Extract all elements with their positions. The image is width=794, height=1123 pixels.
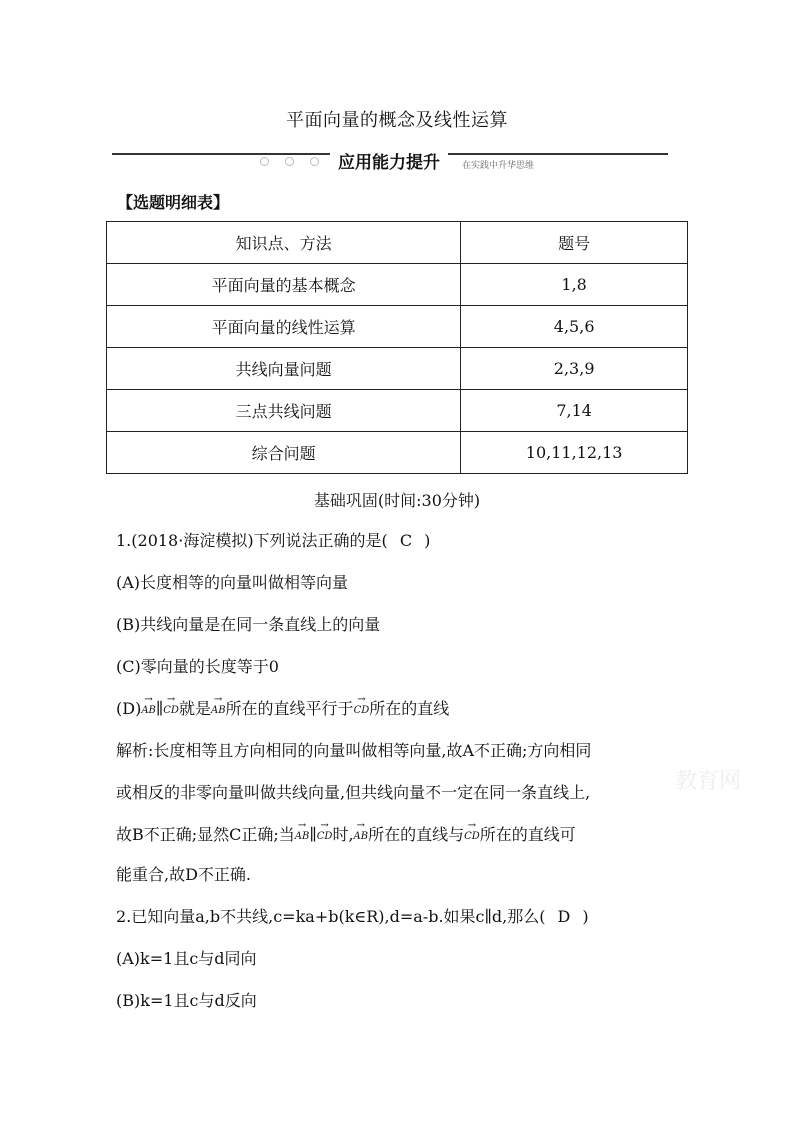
vector-symbol: → AB [295, 831, 310, 842]
parallel-symbol: ∥ [155, 699, 164, 718]
analysis-line: 解析:长度相等且方向相同的向量叫做相等向量,故A不正确;方向相同 [116, 741, 592, 760]
table-row [107, 264, 688, 306]
question-1-option-c: (C)零向量的长度等于0 [116, 657, 279, 676]
question-2-option-b: (B)k=1且c与d反向 [116, 991, 257, 1010]
table-row [107, 390, 688, 432]
analysis-line: 或相反的非零向量叫做共线向量,但共线向量不一定在同一条直线上, [116, 783, 591, 802]
table-cell-numbers: 1,8 [461, 264, 688, 306]
analysis-line: 能重合,故D不正确. [116, 865, 252, 884]
table-header-row [107, 222, 688, 264]
analysis-line [116, 822, 576, 845]
question-answer: C [399, 531, 413, 550]
banner-dots [260, 157, 319, 166]
question-text: ) [424, 531, 431, 550]
option-text: 所在的直线平行于 [225, 699, 354, 718]
analysis-text: 所在的直线与 [368, 825, 465, 844]
vector-symbol: → CD [354, 705, 370, 716]
question-text: ) [582, 907, 589, 926]
question-text: 2.已知向量a,b不共线,c=ka+b(k∈R),d=a-b.如果c∥d,那么( [116, 907, 546, 926]
table-row [107, 348, 688, 390]
selection-table-label: 【选题明细表】 [117, 193, 230, 212]
banner-label: 应用能力提升 [330, 148, 448, 173]
table-cell-numbers: 2,3,9 [461, 348, 688, 390]
question-1-option-a: (A)长度相等的向量叫做相等向量 [116, 573, 349, 592]
page-title: 平面向量的概念及线性运算 [286, 110, 508, 131]
dot-icon [310, 157, 319, 166]
table-row [107, 432, 688, 474]
dot-icon [285, 157, 294, 166]
question-2-stem [116, 904, 589, 927]
table-cell-numbers: 10,11,12,13 [461, 432, 688, 474]
table-header-topic: 知识点、方法 [107, 222, 461, 264]
table-cell-topic: 三点共线问题 [107, 390, 461, 432]
question-2-option-a: (A)k=1且c与d同向 [116, 949, 257, 968]
question-1-option-d [116, 696, 449, 719]
banner-rule-right [448, 153, 668, 155]
selection-table [106, 221, 688, 474]
dot-icon [260, 157, 269, 166]
question-1-stem [116, 528, 430, 551]
option-prefix: (D) [116, 699, 142, 718]
question-1-option-b: (B)共线向量是在同一条直线上的向量 [116, 615, 381, 634]
vector-symbol: → AB [354, 831, 369, 842]
table-cell-topic: 共线向量问题 [107, 348, 461, 390]
vector-symbol: → AB [141, 705, 156, 716]
vector-symbol: → AB [211, 705, 226, 716]
table-cell-topic: 平面向量的线性运算 [107, 306, 461, 348]
table-header-numbers: 题号 [461, 222, 688, 264]
question-answer: D [557, 907, 571, 926]
table-cell-topic: 平面向量的基本概念 [107, 264, 461, 306]
vector-symbol: → CD [317, 831, 333, 842]
question-text: 1.(2018·海淀模拟)下列说法正确的是( [116, 531, 388, 550]
section-banner [112, 148, 668, 174]
option-text: 就是 [178, 699, 211, 718]
analysis-text: 所在的直线可 [479, 825, 576, 844]
table-cell-numbers: 4,5,6 [461, 306, 688, 348]
table-row [107, 306, 688, 348]
section-subhead: 基础巩固(时间:30分钟) [313, 491, 481, 510]
banner-tagline: 在实践中升华思维 [462, 161, 535, 171]
parallel-symbol: ∥ [309, 825, 317, 844]
option-text: 所在的直线 [369, 699, 450, 718]
analysis-text: 时, [332, 825, 354, 844]
analysis-text: 故B不正确;显然C正确;当 [116, 825, 295, 844]
banner-rule-left [112, 153, 330, 155]
table-cell-numbers: 7,14 [461, 390, 688, 432]
vector-symbol: → CD [163, 705, 179, 716]
vector-symbol: → CD [464, 831, 480, 842]
watermark: 教育网 [675, 769, 742, 794]
table-cell-topic: 综合问题 [107, 432, 461, 474]
